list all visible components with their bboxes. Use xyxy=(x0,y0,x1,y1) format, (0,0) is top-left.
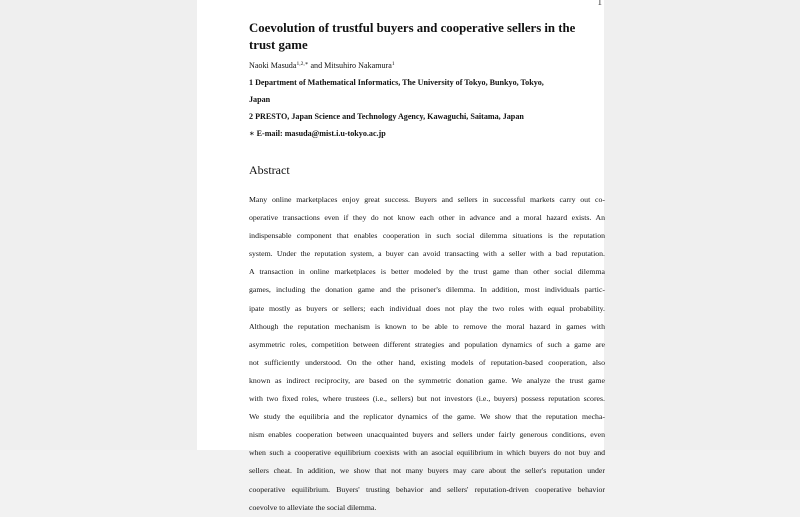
abstract-line: sellers cheat. In addition, we show that not many buyers may care about the seller's reputation under xyxy=(249,466,605,476)
author-conjunction: and xyxy=(308,61,325,70)
affiliation-1-line-1: 1 Department of Mathematical Informatics, The University of Tokyo, Bunkyo, Tokyo, xyxy=(249,78,544,87)
title-line-1: Coevolution of trustful buyers and cooperative sellers in the xyxy=(249,21,576,35)
author-affiliation-marker: 1 xyxy=(391,61,395,67)
email-marker: ∗ xyxy=(249,129,255,138)
abstract-body xyxy=(249,191,609,517)
email-address: E-mail: masuda@mist.i.u-tokyo.ac.jp xyxy=(256,129,386,138)
abstract-line: indispensable component that enables cooperation in such social dilemma situations is the reputation xyxy=(249,231,605,241)
title-line-2: trust game xyxy=(249,38,308,52)
author-list xyxy=(249,59,609,71)
abstract-line: when such a cooperative equilibrium coexists with an asocial equilibrium in which buyers do not buy and xyxy=(249,448,605,458)
abstract-line: games, including the donation game and the prisoner's dilemma. In addition, most individuals partic- xyxy=(249,285,605,295)
abstract-line: system. Under the reputation system, a buyer can avoid transacting with a seller with a bad reputation. xyxy=(249,249,605,259)
abstract-line: asymmetric roles, competition between different strategies and population dynamics of such a game are xyxy=(249,339,605,349)
abstract-line: Although the reputation mechanism is known to be able to remove the moral hazard in games with xyxy=(249,321,605,331)
abstract-line: operative transactions even if they do not know each other in advance and a moral hazard exists. An xyxy=(249,213,605,223)
abstract-line: nism enables cooperation between unacquainted buyers and sellers under fairly generous conditions, even xyxy=(249,430,605,440)
abstract-line: We study the equilibria and the replicator dynamics of the game. We show that the reputation mecha- xyxy=(249,412,605,422)
abstract-line: ipate mostly as buyers or sellers; each individual does not play the two roles with equal probability. xyxy=(249,303,605,313)
page-number: 1 xyxy=(597,0,602,7)
abstract-line: A transaction in online marketplaces is better modeled by the trust game than other social dilemma xyxy=(249,267,605,277)
abstract-heading: Abstract xyxy=(249,163,290,177)
paper-title xyxy=(249,20,609,54)
abstract-line: known as indirect reciprocity, are based on the symmetric donation game. We analyze the trust game xyxy=(249,375,605,385)
author-name: Naoki Masuda xyxy=(249,61,297,70)
affiliation-1-line-2: Japan xyxy=(249,95,271,104)
abstract-line: with two fixed roles, where trustees (i.e., sellers) but not investors (i.e., buyers) possess reputation scores. xyxy=(249,394,605,404)
author-affiliation-marker: 1,2,∗ xyxy=(296,61,309,67)
abstract-line: cooperative equilibrium. Buyers' trusting behavior and sellers' reputation-driven cooperative behavior xyxy=(249,484,605,494)
abstract-line: not sufficiently understood. On the other hand, existing models of reputation-based cooperation, also xyxy=(249,357,605,367)
corresponding-email xyxy=(249,125,609,142)
abstract-line: Many online marketplaces enjoy great success. Buyers and sellers in successful markets carry out co- xyxy=(249,195,605,204)
affiliation-2: 2 PRESTO, Japan Science and Technology Agency, Kawaguchi, Saitama, Japan xyxy=(249,112,524,121)
abstract-line: coevolve to alleviate the social dilemma. xyxy=(249,502,377,512)
affiliation-1 xyxy=(249,74,609,108)
page-content xyxy=(249,20,609,517)
paper-page xyxy=(197,0,605,512)
author-name: Mitsuhiro Nakamura xyxy=(324,61,392,70)
